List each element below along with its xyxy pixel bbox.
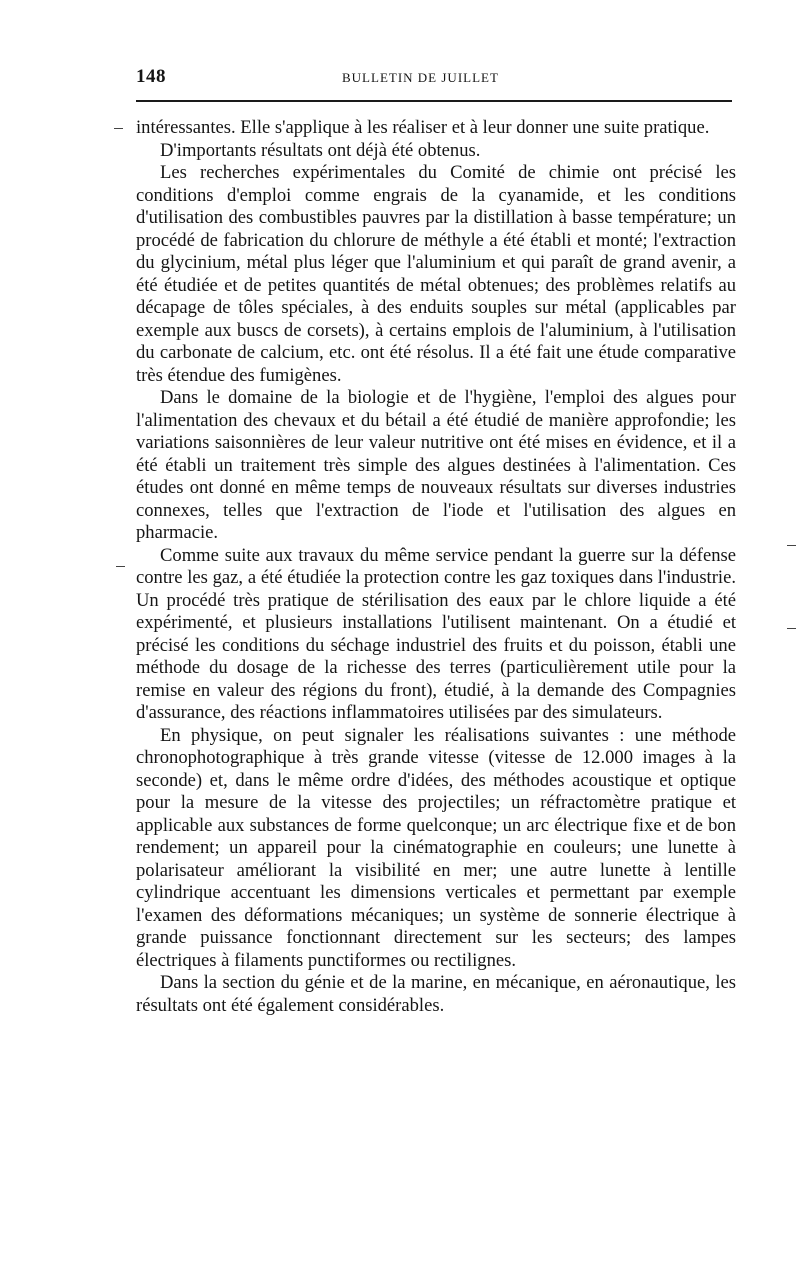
margin-mark	[114, 128, 123, 129]
margin-mark	[787, 628, 796, 629]
article-body	[136, 117, 736, 1017]
paragraph-continued: intéressantes. Elle s'applique à les réaliser et à leur donner une suite pratique.	[136, 117, 710, 138]
paragraph: Dans la section du génie et de la marine, en mécanique, en aéronautique, les résultats ont été également considérables.	[136, 972, 736, 1016]
page-header	[136, 66, 732, 94]
margin-mark	[787, 545, 796, 546]
paragraph: Comme suite aux travaux du même service pendant la guerre sur la défense contre les gaz, a été étudiée la protection contre les gaz toxiques dans l'industrie. Un procédé très pratique de stérilisation des eaux par le chlore liquide a été expérimenté, et plusieurs installations l'utilisent maintenant. On a étudié et précisé les conditions du séchage industriel des fruits et du poisson, établi une méthode du dosage de la richesse des terres (particulièrement utile pour la remise en valeur des régions du front), étudié, à la demande des Compagnies d'assurance, des réactions inflammatoires utilisées par des simulateurs.	[136, 544, 736, 723]
paragraph: En physique, on peut signaler les réalisations suivantes : une méthode chronophotographique à très grande vitesse (vitesse de 12.000 images à la seconde) et, dans le même ordre d'idées, des méthodes acoustique et optique pour la mesure de la vitesse des projectiles; un réfractomètre pratique et applicable aux substances de forme quelconque; un arc électrique fixe et de bon rendement; un appareil pour la cinématographie en couleurs; une lunette à polarisateur améliorant la visibilité en mer; une autre lunette à lentille cylindrique accentuant les dimensions verticales et permettant par exemple l'examen des déformations mécaniques; un système de sonnerie électrique à grande puissance fonctionnant directement sur les secteurs; des lampes électriques à filaments punctiformes ou rectilignes.	[136, 724, 736, 971]
paragraph: D'importants résultats ont déjà été obtenus.	[160, 139, 481, 161]
paragraph: Dans le domaine de la biologie et de l'hygiène, l'emploi des algues pour l'alimentation des chevaux et du bétail a été étudié de manière approfondie; les variations saisonnières de leur valeur nutritive ont été mises en évidence, et il a été établi un traitement très simple des algues destinées à l'alimentation. Ces études ont donné en même temps de nouveaux résultats sur diverses industries connexes, telles que l'extraction de l'iode et l'utilisation des algues en pharmacie.	[136, 387, 736, 543]
header-rule	[136, 100, 732, 102]
margin-mark	[116, 566, 125, 567]
running-title: BULLETIN DE JUILLET	[342, 70, 499, 85]
page-number: 148	[136, 66, 166, 87]
paragraph: Les recherches expérimentales du Comité de chimie ont précisé les conditions d'emploi comme engrais de la cyanamide, et les conditions d'utilisation des combustibles pauvres par la distillation à basse température; un procédé de fabrication du chlorure de méthyle a été établi et monté; l'extraction du glycinium, métal plus léger que l'aluminium et qui paraît de grand avenir, a été étudiée et de petites quantités de métal obtenues; des problèmes relatifs au décapage de tôles spéciales, à des enduits souples sur métal (applicables par exemple aux buscs de corsets), à certains emplois de l'aluminium, à l'utilisation du carbonate de calcium, etc. ont été résolus. Il a été fait une étude comparative très étendue des fumigènes.	[136, 162, 736, 386]
